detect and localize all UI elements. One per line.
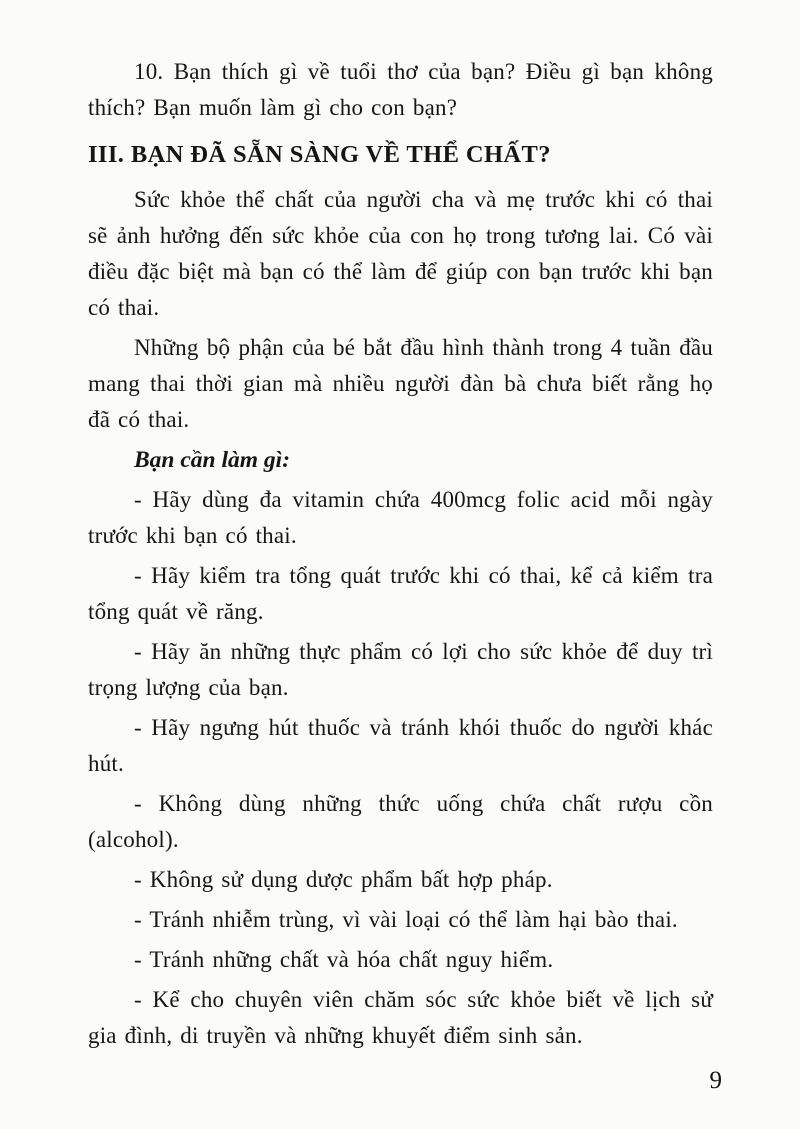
paragraph: 10. Bạn thích gì về tuổi thơ của bạn? Điều gì bạn không thích? Bạn muốn làm gì cho con bạn? <box>88 59 713 120</box>
list-item: - Kể cho chuyên viên chăm sóc sức khỏe biết về lịch sử gia đình, di truyền và những khuyết điểm sinh sản. <box>88 987 713 1048</box>
list-item: - Không sử dụng dược phẩm bất hợp pháp. <box>134 867 553 892</box>
list-item: - Hãy dùng đa vitamin chứa 400mcg folic acid mỗi ngày trước khi bạn có thai. <box>88 487 713 548</box>
page-number: 9 <box>709 1067 722 1094</box>
list-item: - Hãy ăn những thực phẩm có lợi cho sức khỏe để duy trì trọng lượng của bạn. <box>88 639 713 700</box>
list-item: - Tránh những chất và hóa chất nguy hiểm. <box>134 947 554 972</box>
sub-heading: Bạn cần làm gì: <box>134 447 291 473</box>
list-item: - Không dùng những thức uống chứa chất rượu cồn (alcohol). <box>88 791 713 852</box>
list-item: - Hãy kiểm tra tổng quát trước khi có thai, kể cả kiểm tra tổng quát về răng. <box>88 563 713 624</box>
list-item: - Hãy ngưng hút thuốc và tránh khói thuốc do người khác hút. <box>88 715 713 776</box>
list-item: - Tránh nhiễm trùng, vì vài loại có thể làm hại bào thai. <box>134 907 678 932</box>
section-heading: III. BẠN ĐÃ SẴN SÀNG VỀ THỂ CHẤT? <box>88 141 551 168</box>
paragraph: Những bộ phận của bé bắt đầu hình thành trong 4 tuần đầu mang thai thời gian mà nhiều người đàn bà chưa biết rằng họ đã có thai. <box>88 335 713 432</box>
paragraph: Sức khỏe thể chất của người cha và mẹ trước khi có thai sẽ ảnh hưởng đến sức khỏe của con họ trong tương lai. Có vài điều đặc biệt mà bạn có thể làm để giúp con bạn trước khi bạn có thai. <box>88 187 713 320</box>
